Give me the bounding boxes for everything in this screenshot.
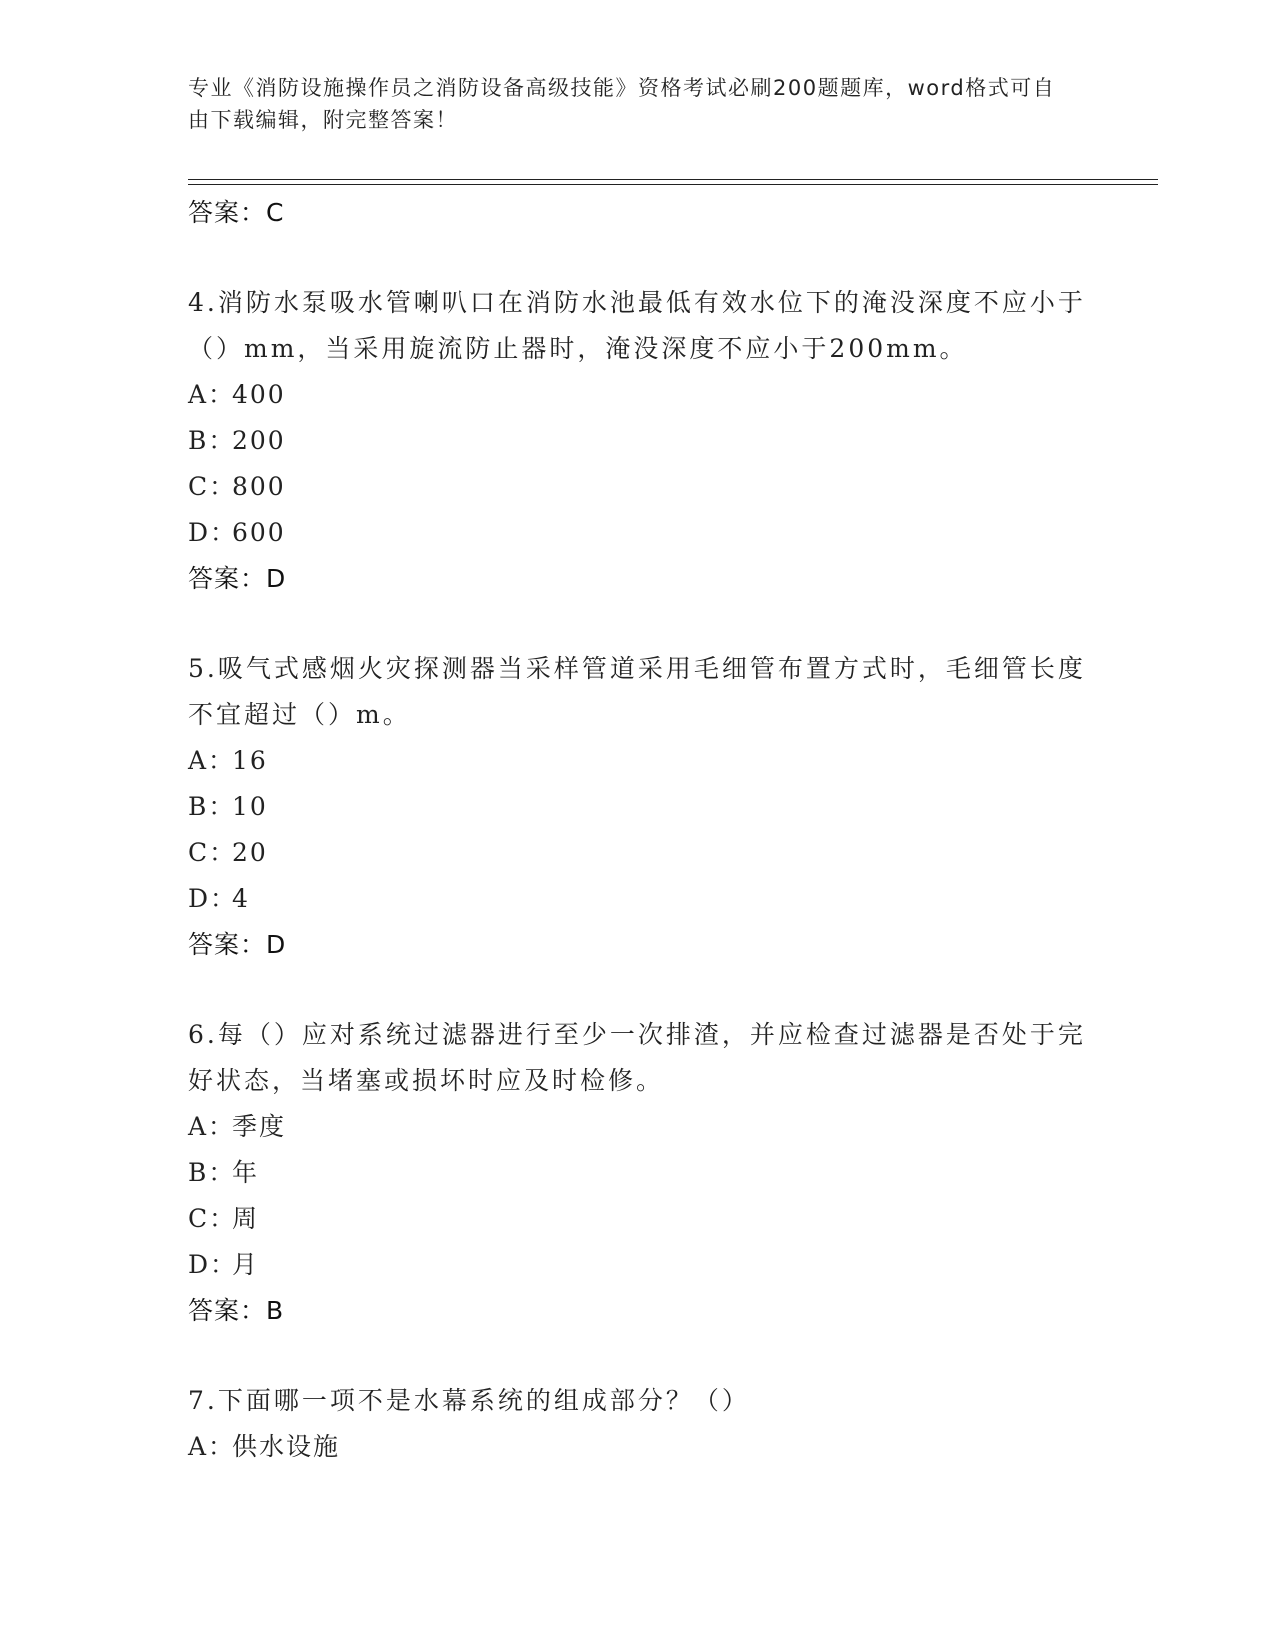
answer-line: 答案：C [188, 198, 285, 227]
question-stem: 7.下面哪一项不是水幕系统的组成部分？（） [188, 1386, 750, 1415]
option-a [188, 738, 1088, 784]
option-key: A： [188, 746, 236, 775]
option-key: B： [188, 426, 236, 455]
answer-line: 答案：D [188, 930, 287, 959]
document-header-title: 专业《消防设施操作员之消防设备高级技能》资格考试必刷200题题库，word格式可自由下载编辑，附完整答案！ [188, 76, 1056, 132]
question-stem: 4.消防水泵吸水管喇叭口在消防水池最低有效水位下的淹没深度不应小于（）mm，当采用旋流防止器时，淹没深度不应小于200mm。 [188, 288, 1086, 363]
option-text: 供水设施 [232, 1432, 341, 1461]
option-text: 200 [232, 426, 286, 455]
option-a [188, 1424, 1088, 1470]
option-b [188, 418, 1088, 464]
question-stem: 6.每（）应对系统过滤器进行至少一次排渣，并应检查过滤器是否处于完好状态，当堵塞或损坏时应及时检修。 [188, 1020, 1086, 1095]
answer-line: 答案：B [188, 1296, 285, 1325]
option-key: C： [188, 1204, 237, 1233]
option-key: A： [188, 1432, 236, 1461]
question-block [188, 646, 1088, 968]
option-key: C： [188, 472, 237, 501]
option-text: 16 [232, 746, 268, 775]
option-a [188, 1104, 1088, 1150]
option-d [188, 876, 1088, 922]
option-b [188, 1150, 1088, 1196]
option-key: B： [188, 1158, 236, 1187]
option-key: C： [188, 838, 237, 867]
question-stem: 5.吸气式感烟火灾探测器当采样管道采用毛细管布置方式时，毛细管长度不宜超过（）m。 [188, 654, 1086, 729]
option-text: 800 [232, 472, 286, 501]
option-text: 10 [232, 792, 268, 821]
question-block [188, 280, 1088, 602]
option-key: A： [188, 380, 236, 409]
option-text: 400 [232, 380, 286, 409]
option-text: 周 [232, 1204, 260, 1233]
option-c [188, 464, 1088, 510]
header-divider-bottom [188, 184, 1158, 185]
header-divider-top [188, 179, 1158, 180]
option-key: B： [188, 792, 236, 821]
option-text: 4 [232, 884, 250, 913]
option-key: D： [188, 1250, 238, 1279]
option-c [188, 1196, 1088, 1242]
answer-line: 答案：D [188, 564, 287, 593]
option-c [188, 830, 1088, 876]
option-key: D： [188, 884, 238, 913]
option-key: D： [188, 518, 238, 547]
option-text: 月 [232, 1250, 260, 1279]
document-body [188, 190, 1088, 1470]
option-a [188, 372, 1088, 418]
option-text: 20 [232, 838, 268, 867]
option-text: 季度 [232, 1112, 287, 1141]
option-d [188, 510, 1088, 556]
question-block [188, 1378, 1088, 1470]
option-text: 600 [232, 518, 286, 547]
option-d [188, 1242, 1088, 1288]
question-block [188, 1012, 1088, 1334]
option-key: A： [188, 1112, 236, 1141]
option-text: 年 [232, 1158, 260, 1187]
option-b [188, 784, 1088, 830]
